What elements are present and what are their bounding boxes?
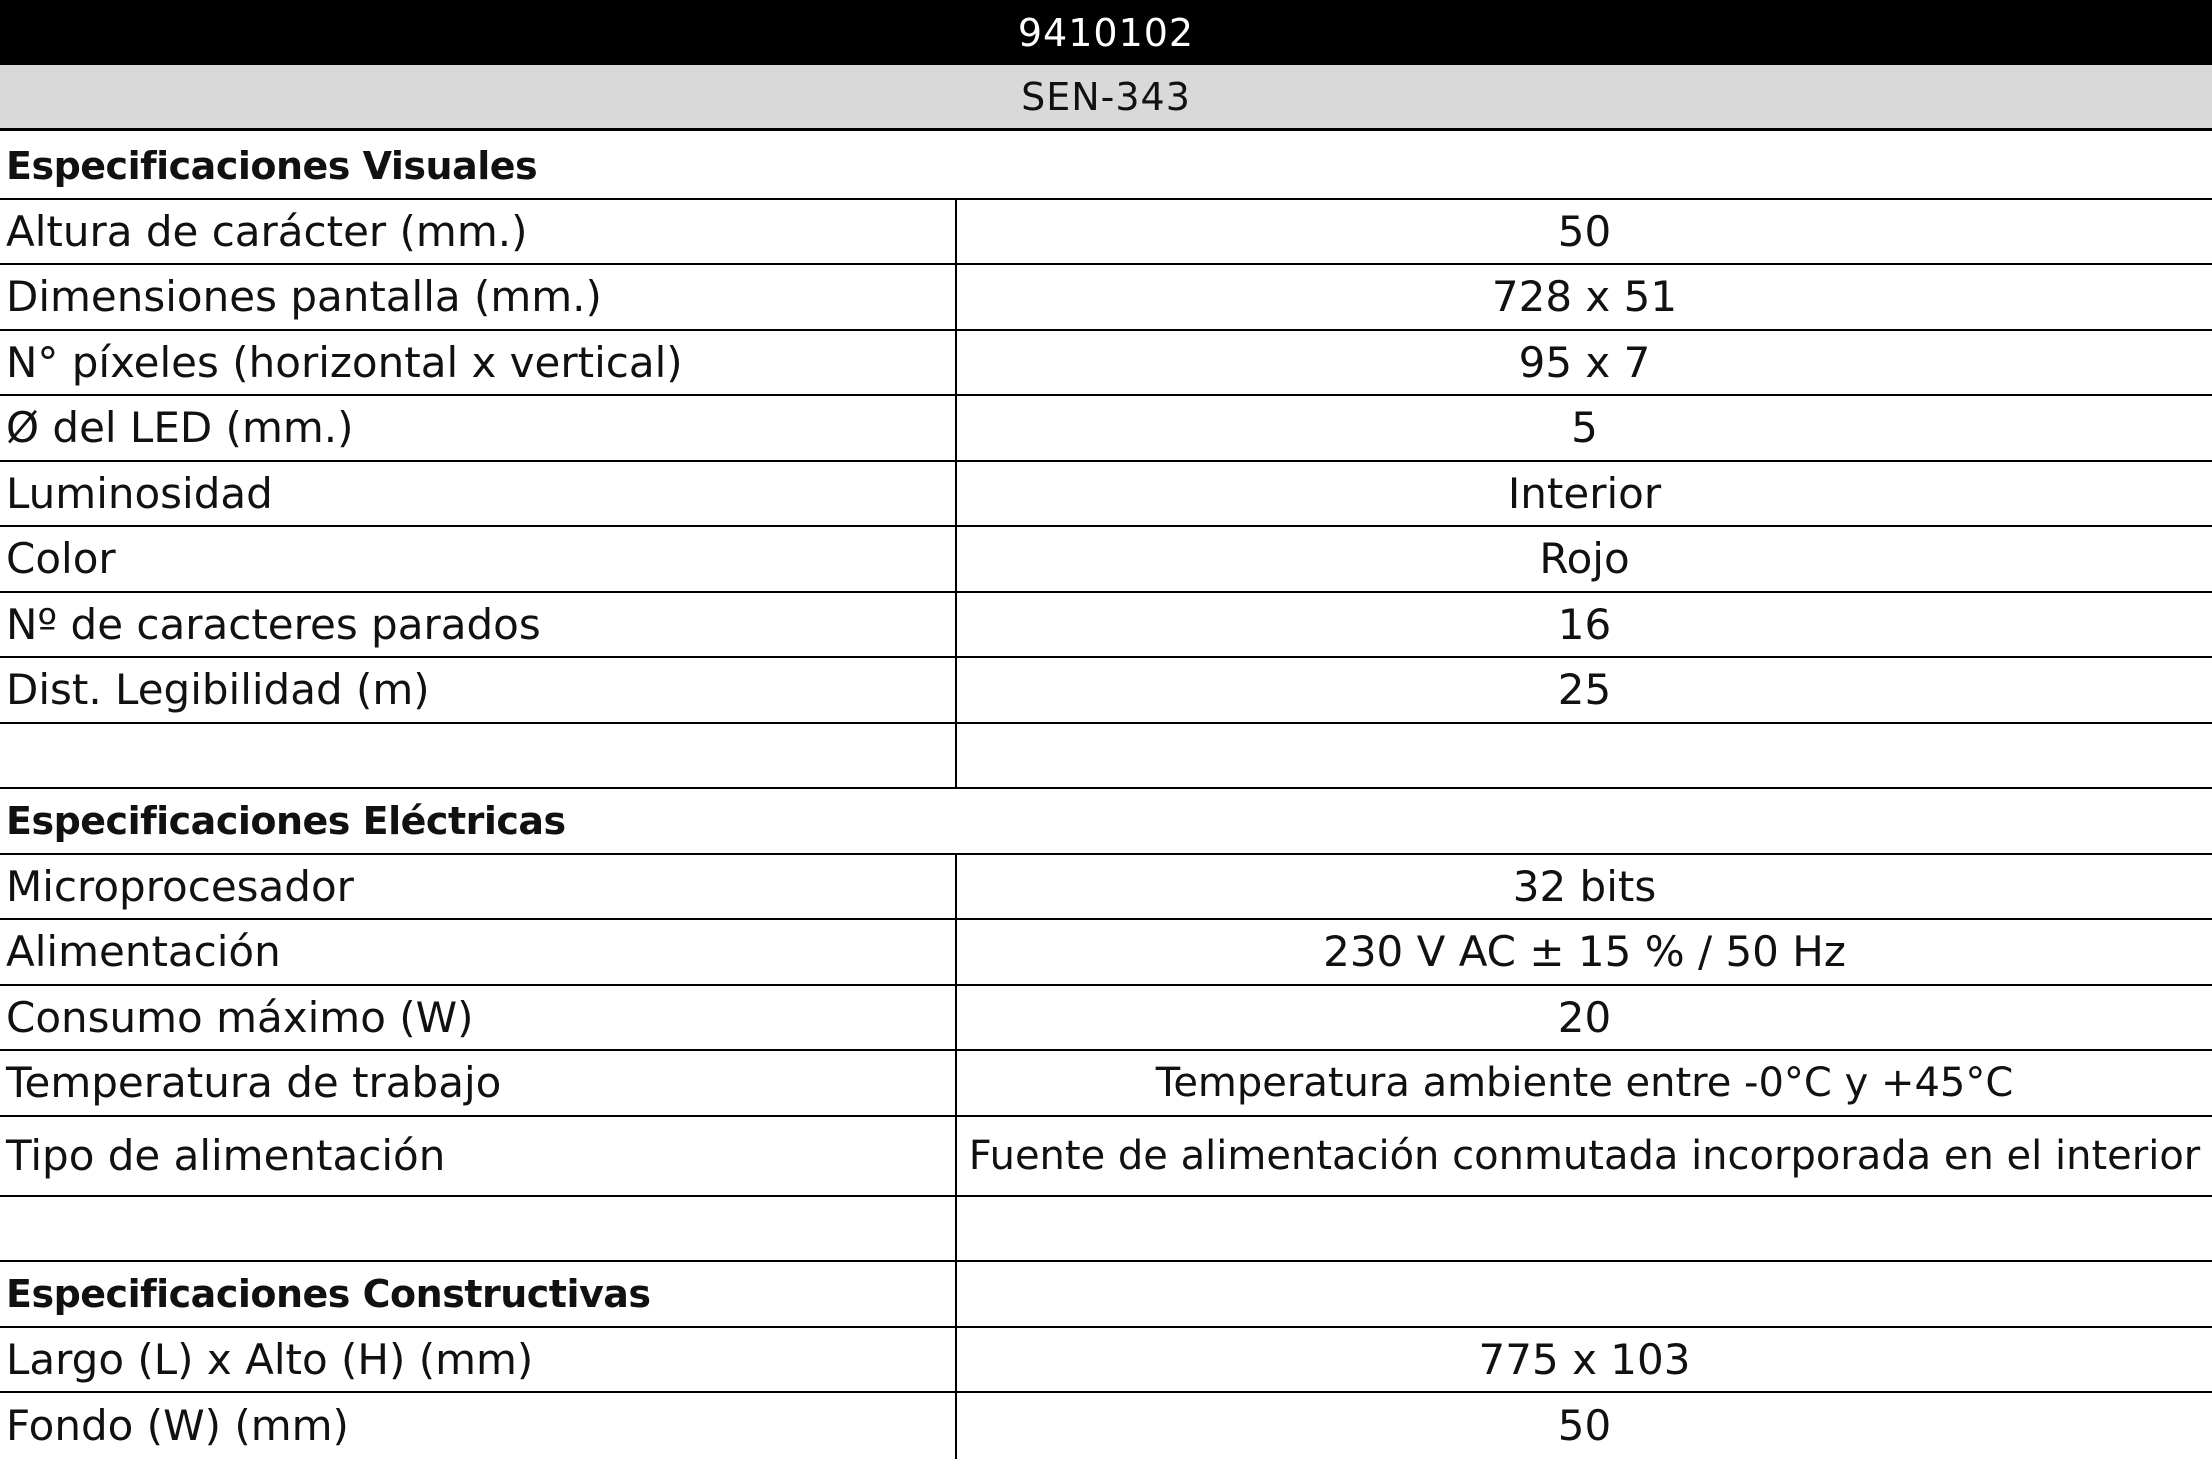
empty-row xyxy=(0,724,2212,790)
spec-label: Temperatura de trabajo xyxy=(0,1051,957,1115)
spec-label: Fondo (W) (mm) xyxy=(0,1393,957,1459)
table-row xyxy=(0,1393,2212,1459)
empty-cell xyxy=(957,1262,2212,1326)
spec-label: Nº de caracteres parados xyxy=(0,593,957,657)
model-bar xyxy=(0,65,2212,131)
spec-label: Largo (L) x Alto (H) (mm) xyxy=(0,1328,957,1392)
table-row xyxy=(0,1117,2212,1197)
table-row xyxy=(0,331,2212,397)
spec-value: 95 x 7 xyxy=(1518,337,1651,387)
spec-value: 775 x 103 xyxy=(1478,1334,1691,1384)
table-row xyxy=(0,200,2212,266)
section-electrical-header xyxy=(0,789,2212,855)
spec-value: 5 xyxy=(1571,403,1598,453)
spec-value: Fuente de alimentación conmutada incorporada en el interior xyxy=(968,1132,2201,1179)
spec-value: 50 xyxy=(1557,1401,1612,1451)
spec-value: 50 xyxy=(1557,206,1612,256)
table-row xyxy=(0,527,2212,593)
section-title: Especificaciones Constructivas xyxy=(0,1262,957,1326)
spec-label: Consumo máximo (W) xyxy=(0,986,957,1050)
spec-value: 25 xyxy=(1557,665,1612,715)
spec-label: Color xyxy=(0,527,957,591)
model-name: SEN-343 xyxy=(1021,74,1191,119)
table-row xyxy=(0,462,2212,528)
spec-label: Altura de carácter (mm.) xyxy=(0,200,957,264)
spec-label: Microprocesador xyxy=(0,855,957,919)
section-title: Especificaciones Visuales xyxy=(6,143,538,188)
spec-label: Dimensiones pantalla (mm.) xyxy=(0,265,957,329)
table-row xyxy=(0,920,2212,986)
spec-label: Luminosidad xyxy=(0,462,957,526)
spec-table xyxy=(0,134,2212,1459)
table-row xyxy=(0,1051,2212,1117)
table-row xyxy=(0,593,2212,659)
section-construction-header xyxy=(0,1262,2212,1328)
table-row xyxy=(0,855,2212,921)
empty-cell xyxy=(957,1197,2212,1261)
empty-cell xyxy=(0,1197,957,1261)
spec-value: 230 V AC ± 15 % / 50 Hz xyxy=(1323,927,1846,977)
section-title: Especificaciones Eléctricas xyxy=(6,798,566,843)
spec-value: 32 bits xyxy=(1512,861,1657,911)
table-row xyxy=(0,986,2212,1052)
empty-cell xyxy=(957,724,2212,788)
spec-value: Rojo xyxy=(1539,534,1630,584)
product-code: 9410102 xyxy=(1017,10,1195,55)
spec-label: Ø del LED (mm.) xyxy=(0,396,957,460)
spec-label: Alimentación xyxy=(0,920,957,984)
table-row xyxy=(0,265,2212,331)
empty-cell xyxy=(0,724,957,788)
spec-value: Interior xyxy=(1507,468,1662,518)
spec-label: N° píxeles (horizontal x vertical) xyxy=(0,331,957,395)
empty-row xyxy=(0,1197,2212,1263)
spec-value: Temperatura ambiente entre -0°C y +45°C xyxy=(1155,1059,2014,1106)
spec-label: Dist. Legibilidad (m) xyxy=(0,658,957,722)
product-code-bar xyxy=(0,0,2212,65)
spec-label: Tipo de alimentación xyxy=(0,1117,957,1195)
spec-value: 728 x 51 xyxy=(1491,272,1678,322)
table-row xyxy=(0,1328,2212,1394)
table-row xyxy=(0,396,2212,462)
spec-value: 16 xyxy=(1557,599,1612,649)
spec-value: 20 xyxy=(1557,992,1612,1042)
section-visual-header xyxy=(0,134,2212,200)
table-row xyxy=(0,658,2212,724)
